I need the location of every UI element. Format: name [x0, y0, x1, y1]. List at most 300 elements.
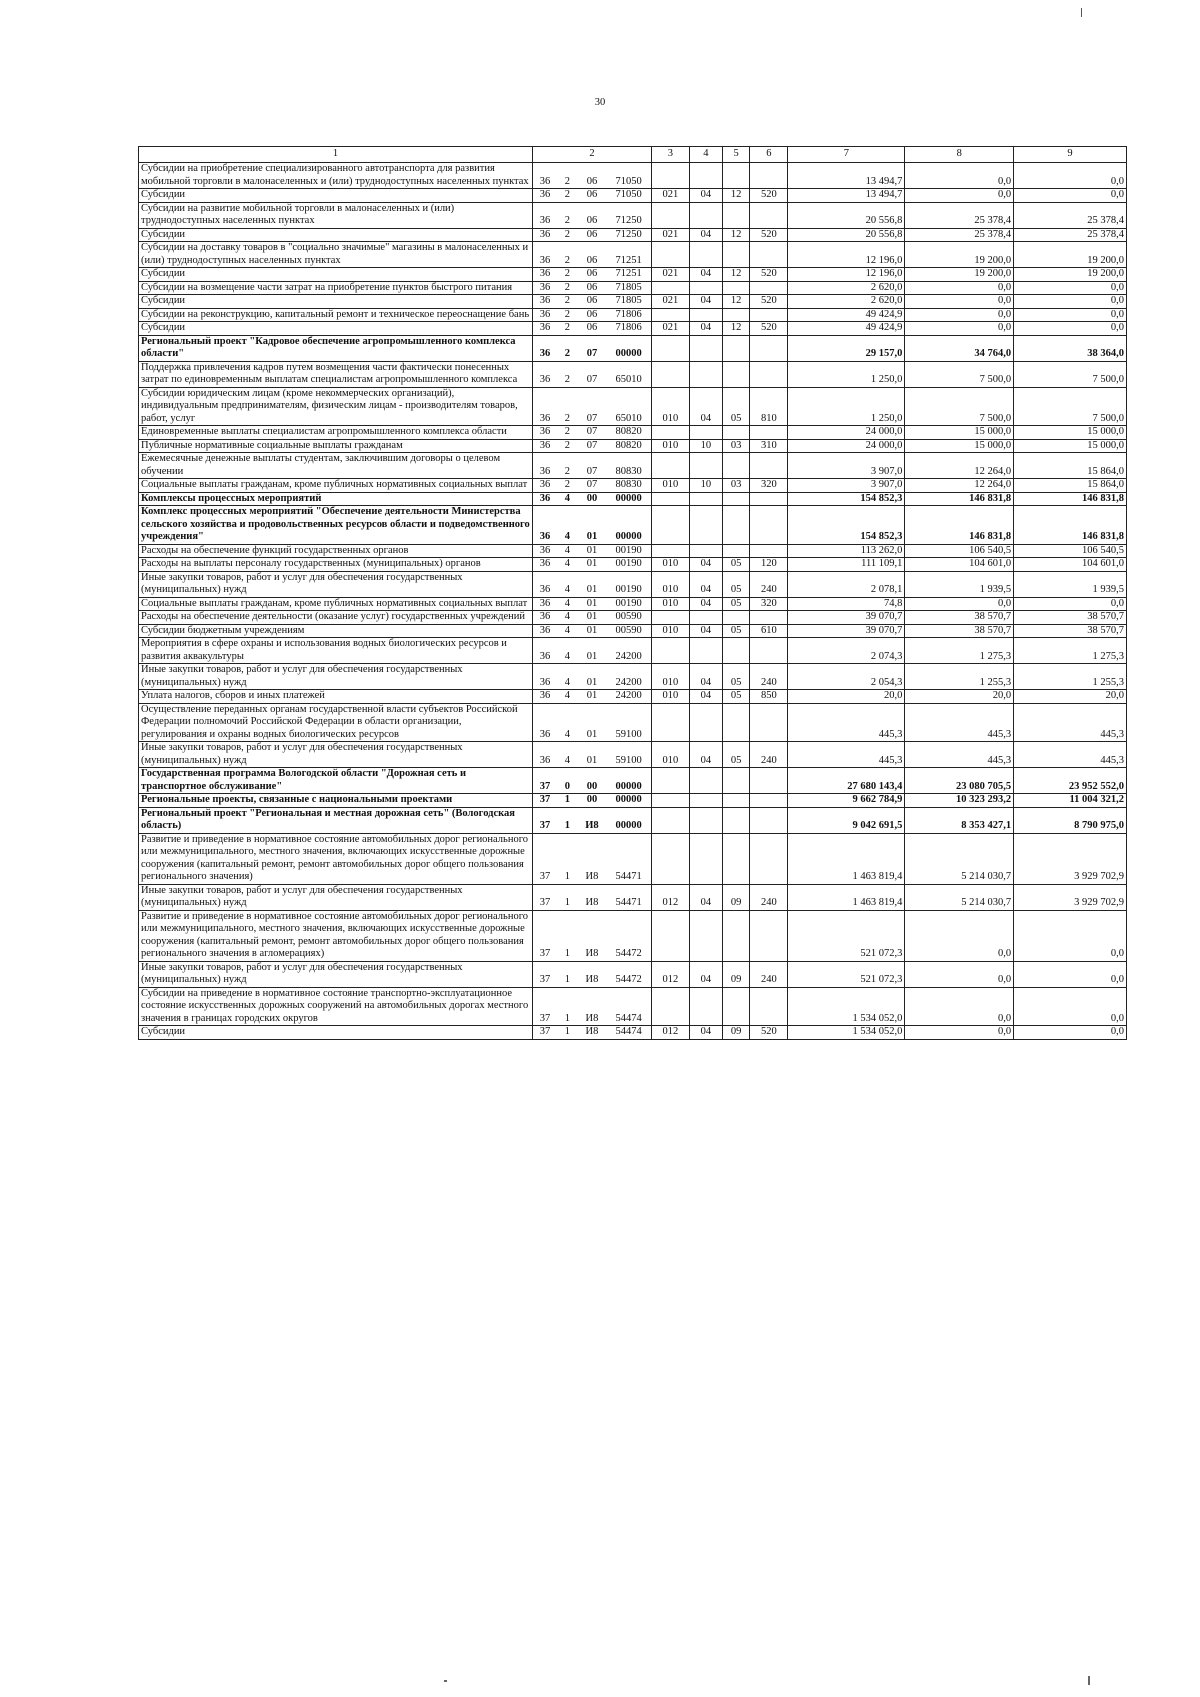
col-5-cell: 12: [722, 322, 750, 336]
col-3-cell: [651, 506, 689, 545]
col-4-cell: 04: [689, 664, 722, 690]
code-subprogram-cell: 4: [557, 664, 578, 690]
col-4-cell: [689, 506, 722, 545]
code-project-cell: 07: [578, 426, 607, 440]
code-project-cell: 06: [578, 189, 607, 203]
col-5-cell: 05: [722, 664, 750, 690]
code-subprogram-cell: 4: [557, 742, 578, 768]
code-program-cell: 37: [532, 768, 557, 794]
col-9-value-cell: 11 004 321,2: [1014, 794, 1127, 808]
col-5-cell: [722, 308, 750, 322]
col-9-value-cell: 0,0: [1014, 987, 1127, 1026]
col-6-cell: 520: [750, 295, 788, 309]
code-project-cell: 00: [578, 492, 607, 506]
col-8-value-cell: 1 275,3: [905, 638, 1014, 664]
code-direction-cell: 71805: [606, 295, 651, 309]
scan-edge-mark: [444, 1680, 447, 1682]
col-5-cell: [722, 703, 750, 742]
col-4-cell: [689, 703, 722, 742]
col-3-cell: 010: [651, 571, 689, 597]
col-4-cell: [689, 611, 722, 625]
code-direction-cell: 71251: [606, 242, 651, 268]
col-5-cell: [722, 202, 750, 228]
col-8-value-cell: 10 323 293,2: [905, 794, 1014, 808]
col-4-cell: 04: [689, 690, 722, 704]
table-row: [139, 742, 1127, 768]
code-program-cell: 36: [532, 611, 557, 625]
code-project-cell: 01: [578, 571, 607, 597]
budget-table: [138, 146, 1127, 1040]
code-subprogram-cell: 1: [557, 987, 578, 1026]
code-project-cell: 01: [578, 597, 607, 611]
table-row: [139, 335, 1127, 361]
code-subprogram-cell: 1: [557, 807, 578, 833]
col-7-value-cell: 13 494,7: [788, 189, 905, 203]
col-5-cell: [722, 611, 750, 625]
col-9-value-cell: 445,3: [1014, 742, 1127, 768]
code-project-cell: И8: [578, 807, 607, 833]
code-project-cell: 07: [578, 479, 607, 493]
col-8-value-cell: 12 264,0: [905, 479, 1014, 493]
col-6-cell: [750, 308, 788, 322]
col-7-value-cell: 1 534 052,0: [788, 1026, 905, 1040]
col-5-cell: 12: [722, 189, 750, 203]
col-3-cell: 010: [651, 558, 689, 572]
code-subprogram-cell: 2: [557, 335, 578, 361]
row-name-cell: Уплата налогов, сборов и иных платежей: [139, 690, 533, 704]
table-row: [139, 295, 1127, 309]
col-4-cell: 04: [689, 884, 722, 910]
col-6-cell: [750, 281, 788, 295]
code-subprogram-cell: 2: [557, 163, 578, 189]
col-3-cell: 021: [651, 322, 689, 336]
code-direction-cell: 00000: [606, 335, 651, 361]
col-4-cell: 04: [689, 189, 722, 203]
col-3-cell: [651, 242, 689, 268]
scan-edge-mark: [1088, 1676, 1090, 1685]
header-col-4: 4: [689, 147, 722, 163]
col-3-cell: [651, 544, 689, 558]
col-3-cell: [651, 202, 689, 228]
col-7-value-cell: 154 852,3: [788, 492, 905, 506]
code-project-cell: 06: [578, 242, 607, 268]
col-5-cell: 05: [722, 690, 750, 704]
code-direction-cell: 59100: [606, 742, 651, 768]
col-5-cell: [722, 638, 750, 664]
code-program-cell: 37: [532, 987, 557, 1026]
col-9-value-cell: 0,0: [1014, 295, 1127, 309]
code-subprogram-cell: 4: [557, 597, 578, 611]
col-7-value-cell: 20 556,8: [788, 202, 905, 228]
col-5-cell: 03: [722, 479, 750, 493]
table-row: [139, 322, 1127, 336]
code-program-cell: 36: [532, 664, 557, 690]
code-direction-cell: 80830: [606, 479, 651, 493]
col-7-value-cell: 3 907,0: [788, 479, 905, 493]
code-program-cell: 36: [532, 202, 557, 228]
code-program-cell: 36: [532, 281, 557, 295]
code-direction-cell: 71251: [606, 268, 651, 282]
col-3-cell: [651, 833, 689, 884]
col-5-cell: [722, 361, 750, 387]
col-8-value-cell: 23 080 705,5: [905, 768, 1014, 794]
col-8-value-cell: 1 255,3: [905, 664, 1014, 690]
col-5-cell: [722, 163, 750, 189]
table-row: [139, 189, 1127, 203]
table-row: [139, 571, 1127, 597]
code-project-cell: И8: [578, 910, 607, 961]
table-row: [139, 768, 1127, 794]
col-6-cell: [750, 638, 788, 664]
col-9-value-cell: 7 500,0: [1014, 387, 1127, 426]
col-7-value-cell: 24 000,0: [788, 439, 905, 453]
code-project-cell: 01: [578, 544, 607, 558]
col-9-value-cell: 7 500,0: [1014, 361, 1127, 387]
col-3-cell: 021: [651, 295, 689, 309]
col-5-cell: [722, 794, 750, 808]
col-8-value-cell: 19 200,0: [905, 268, 1014, 282]
col-4-cell: [689, 768, 722, 794]
col-6-cell: 240: [750, 571, 788, 597]
code-project-cell: 06: [578, 322, 607, 336]
col-9-value-cell: 25 378,4: [1014, 228, 1127, 242]
col-9-value-cell: 8 790 975,0: [1014, 807, 1127, 833]
col-5-cell: [722, 492, 750, 506]
code-program-cell: 36: [532, 335, 557, 361]
table-row: [139, 163, 1127, 189]
col-9-value-cell: 0,0: [1014, 281, 1127, 295]
code-project-cell: 06: [578, 268, 607, 282]
col-8-value-cell: 7 500,0: [905, 361, 1014, 387]
code-program-cell: 36: [532, 387, 557, 426]
col-8-value-cell: 5 214 030,7: [905, 884, 1014, 910]
code-subprogram-cell: 4: [557, 611, 578, 625]
code-project-cell: И8: [578, 884, 607, 910]
code-project-cell: И8: [578, 961, 607, 987]
row-name-cell: Расходы на обеспечение деятельности (оказание услуг) государственных учреждений: [139, 611, 533, 625]
col-4-cell: 04: [689, 295, 722, 309]
col-8-value-cell: 0,0: [905, 281, 1014, 295]
col-3-cell: [651, 910, 689, 961]
col-7-value-cell: 2 620,0: [788, 281, 905, 295]
code-project-cell: 07: [578, 387, 607, 426]
col-8-value-cell: 0,0: [905, 987, 1014, 1026]
row-name-cell: Субсидии: [139, 295, 533, 309]
code-project-cell: 00: [578, 768, 607, 794]
row-name-cell: Региональный проект "Кадровое обеспечение агропромышленного комплекса области": [139, 335, 533, 361]
col-3-cell: [651, 492, 689, 506]
table-row: [139, 690, 1127, 704]
code-project-cell: 06: [578, 202, 607, 228]
col-8-value-cell: 5 214 030,7: [905, 833, 1014, 884]
col-4-cell: [689, 638, 722, 664]
col-7-value-cell: 521 072,3: [788, 910, 905, 961]
row-name-cell: Расходы на обеспечение функций государственных органов: [139, 544, 533, 558]
code-project-cell: 01: [578, 558, 607, 572]
col-3-cell: 010: [651, 387, 689, 426]
col-3-cell: [651, 638, 689, 664]
col-8-value-cell: 146 831,8: [905, 492, 1014, 506]
col-6-cell: 320: [750, 597, 788, 611]
col-5-cell: 05: [722, 624, 750, 638]
code-direction-cell: 65010: [606, 361, 651, 387]
code-program-cell: 36: [532, 268, 557, 282]
col-4-cell: 10: [689, 479, 722, 493]
row-name-cell: Развитие и приведение в нормативное состояние автомобильных дорог регионального или межмуниципального, местного значения, включающих искусственные дорожные сооружения (капитальный ремонт, ремонт автомобильных дорог общего пользования регионального значения): [139, 833, 533, 884]
col-4-cell: 04: [689, 322, 722, 336]
code-subprogram-cell: 2: [557, 295, 578, 309]
row-name-cell: Субсидии: [139, 1026, 533, 1040]
code-direction-cell: 00590: [606, 624, 651, 638]
code-project-cell: 01: [578, 506, 607, 545]
row-name-cell: Субсидии на развитие мобильной торговли в малонаселенных и (или) труднодоступных населенных пунктах: [139, 202, 533, 228]
header-col-3: 3: [651, 147, 689, 163]
table-row: [139, 544, 1127, 558]
col-5-cell: 03: [722, 439, 750, 453]
header-col-1: 1: [139, 147, 533, 163]
row-name-cell: Комплексы процессных мероприятий: [139, 492, 533, 506]
col-8-value-cell: 0,0: [905, 597, 1014, 611]
col-5-cell: 12: [722, 268, 750, 282]
table-row: [139, 361, 1127, 387]
code-subprogram-cell: 4: [557, 624, 578, 638]
code-direction-cell: 00000: [606, 794, 651, 808]
header-col-2: 2: [532, 147, 651, 163]
col-7-value-cell: 521 072,3: [788, 961, 905, 987]
row-name-cell: Субсидии юридическим лицам (кроме некоммерческих организаций), индивидуальным предпринимателям, физическим лицам - производителям товаров, работ, услуг: [139, 387, 533, 426]
code-subprogram-cell: 2: [557, 202, 578, 228]
col-6-cell: 310: [750, 439, 788, 453]
code-direction-cell: 00190: [606, 544, 651, 558]
col-9-value-cell: 0,0: [1014, 308, 1127, 322]
col-5-cell: 09: [722, 1026, 750, 1040]
col-6-cell: [750, 492, 788, 506]
col-8-value-cell: 38 570,7: [905, 624, 1014, 638]
col-6-cell: [750, 703, 788, 742]
row-name-cell: Субсидии на возмещение части затрат на приобретение пунктов быстрого питания: [139, 281, 533, 295]
code-subprogram-cell: 2: [557, 322, 578, 336]
col-6-cell: [750, 361, 788, 387]
code-direction-cell: 80830: [606, 453, 651, 479]
header-col-8: 8: [905, 147, 1014, 163]
col-8-value-cell: 0,0: [905, 910, 1014, 961]
col-4-cell: [689, 335, 722, 361]
col-9-value-cell: 20,0: [1014, 690, 1127, 704]
col-5-cell: [722, 242, 750, 268]
code-program-cell: 36: [532, 492, 557, 506]
col-7-value-cell: 20,0: [788, 690, 905, 704]
table-row: [139, 558, 1127, 572]
col-3-cell: 010: [651, 479, 689, 493]
code-project-cell: 01: [578, 611, 607, 625]
code-subprogram-cell: 4: [557, 703, 578, 742]
col-7-value-cell: 2 074,3: [788, 638, 905, 664]
code-subprogram-cell: 2: [557, 228, 578, 242]
col-3-cell: 010: [651, 742, 689, 768]
code-project-cell: 00: [578, 794, 607, 808]
col-3-cell: [651, 335, 689, 361]
table-row: [139, 833, 1127, 884]
col-6-cell: 240: [750, 664, 788, 690]
col-6-cell: [750, 335, 788, 361]
col-4-cell: 04: [689, 268, 722, 282]
row-name-cell: Развитие и приведение в нормативное состояние автомобильных дорог регионального или межмуниципального, местного значения, включающих искусственные дорожные сооружения (капитальный ремонт, ремонт автомобильных дорог общего пользования регионального значения в агломерациях): [139, 910, 533, 961]
col-6-cell: [750, 242, 788, 268]
col-5-cell: [722, 768, 750, 794]
code-program-cell: 37: [532, 807, 557, 833]
code-project-cell: 01: [578, 742, 607, 768]
code-direction-cell: 00190: [606, 558, 651, 572]
code-program-cell: 36: [532, 506, 557, 545]
col-8-value-cell: 0,0: [905, 308, 1014, 322]
col-8-value-cell: 104 601,0: [905, 558, 1014, 572]
code-project-cell: 07: [578, 361, 607, 387]
code-program-cell: 36: [532, 322, 557, 336]
col-9-value-cell: 0,0: [1014, 961, 1127, 987]
code-direction-cell: 65010: [606, 387, 651, 426]
col-5-cell: [722, 910, 750, 961]
code-project-cell: 06: [578, 295, 607, 309]
table-row: [139, 961, 1127, 987]
col-9-value-cell: 38 364,0: [1014, 335, 1127, 361]
col-7-value-cell: 1 463 819,4: [788, 833, 905, 884]
code-program-cell: 36: [532, 426, 557, 440]
col-3-cell: 021: [651, 189, 689, 203]
col-7-value-cell: 9 662 784,9: [788, 794, 905, 808]
code-direction-cell: 71050: [606, 189, 651, 203]
col-7-value-cell: 1 250,0: [788, 387, 905, 426]
code-direction-cell: 80820: [606, 439, 651, 453]
col-6-cell: 520: [750, 189, 788, 203]
code-project-cell: 07: [578, 335, 607, 361]
col-8-value-cell: 0,0: [905, 189, 1014, 203]
table-row: [139, 611, 1127, 625]
code-direction-cell: 71806: [606, 308, 651, 322]
col-8-value-cell: 25 378,4: [905, 202, 1014, 228]
col-4-cell: 04: [689, 1026, 722, 1040]
col-7-value-cell: 49 424,9: [788, 322, 905, 336]
code-direction-cell: 59100: [606, 703, 651, 742]
header-col-9: 9: [1014, 147, 1127, 163]
col-5-cell: 05: [722, 558, 750, 572]
table-row: [139, 268, 1127, 282]
col-4-cell: [689, 242, 722, 268]
col-5-cell: [722, 833, 750, 884]
col-6-cell: 320: [750, 479, 788, 493]
code-subprogram-cell: 2: [557, 439, 578, 453]
col-4-cell: [689, 910, 722, 961]
code-subprogram-cell: 2: [557, 426, 578, 440]
col-9-value-cell: 3 929 702,9: [1014, 884, 1127, 910]
col-8-value-cell: 20,0: [905, 690, 1014, 704]
col-3-cell: 012: [651, 884, 689, 910]
code-project-cell: 06: [578, 163, 607, 189]
code-project-cell: 01: [578, 690, 607, 704]
code-subprogram-cell: 2: [557, 479, 578, 493]
code-program-cell: 36: [532, 453, 557, 479]
code-program-cell: 37: [532, 833, 557, 884]
col-9-value-cell: 146 831,8: [1014, 492, 1127, 506]
code-direction-cell: 54471: [606, 833, 651, 884]
row-name-cell: Иные закупки товаров, работ и услуг для обеспечения государственных (муниципальных) нужд: [139, 571, 533, 597]
col-4-cell: [689, 202, 722, 228]
code-program-cell: 36: [532, 479, 557, 493]
col-3-cell: [651, 163, 689, 189]
table-row: [139, 664, 1127, 690]
col-6-cell: [750, 506, 788, 545]
code-program-cell: 36: [532, 242, 557, 268]
col-9-value-cell: 0,0: [1014, 597, 1127, 611]
col-3-cell: 012: [651, 1026, 689, 1040]
col-9-value-cell: 15 000,0: [1014, 439, 1127, 453]
code-project-cell: 01: [578, 638, 607, 664]
col-3-cell: [651, 361, 689, 387]
col-5-cell: [722, 506, 750, 545]
code-subprogram-cell: 1: [557, 910, 578, 961]
code-direction-cell: 00000: [606, 492, 651, 506]
col-9-value-cell: 0,0: [1014, 910, 1127, 961]
table-row: [139, 506, 1127, 545]
col-4-cell: [689, 807, 722, 833]
code-subprogram-cell: 2: [557, 268, 578, 282]
col-7-value-cell: 39 070,7: [788, 624, 905, 638]
code-subprogram-cell: 4: [557, 506, 578, 545]
row-name-cell: Иные закупки товаров, работ и услуг для обеспечения государственных (муниципальных) нужд: [139, 742, 533, 768]
col-7-value-cell: 74,8: [788, 597, 905, 611]
code-program-cell: 36: [532, 361, 557, 387]
code-project-cell: 06: [578, 281, 607, 295]
col-7-value-cell: 12 196,0: [788, 242, 905, 268]
code-direction-cell: 54472: [606, 961, 651, 987]
col-6-cell: 520: [750, 268, 788, 282]
col-3-cell: 010: [651, 439, 689, 453]
col-8-value-cell: 38 570,7: [905, 611, 1014, 625]
row-name-cell: Субсидии: [139, 228, 533, 242]
table-row: [139, 453, 1127, 479]
col-6-cell: [750, 987, 788, 1026]
col-3-cell: [651, 426, 689, 440]
col-9-value-cell: 25 378,4: [1014, 202, 1127, 228]
col-4-cell: 04: [689, 742, 722, 768]
col-6-cell: 240: [750, 884, 788, 910]
col-4-cell: 04: [689, 228, 722, 242]
col-5-cell: 09: [722, 884, 750, 910]
code-program-cell: 36: [532, 163, 557, 189]
col-7-value-cell: 13 494,7: [788, 163, 905, 189]
col-7-value-cell: 3 907,0: [788, 453, 905, 479]
table-row: [139, 624, 1127, 638]
col-8-value-cell: 12 264,0: [905, 453, 1014, 479]
col-5-cell: 05: [722, 571, 750, 597]
col-8-value-cell: 445,3: [905, 742, 1014, 768]
code-direction-cell: 00590: [606, 611, 651, 625]
col-5-cell: [722, 544, 750, 558]
col-4-cell: [689, 281, 722, 295]
header-col-7: 7: [788, 147, 905, 163]
row-name-cell: Региональные проекты, связанные с национальными проектами: [139, 794, 533, 808]
col-8-value-cell: 15 000,0: [905, 439, 1014, 453]
table-row: [139, 638, 1127, 664]
col-4-cell: 04: [689, 961, 722, 987]
code-direction-cell: 54474: [606, 1026, 651, 1040]
code-program-cell: 36: [532, 690, 557, 704]
code-direction-cell: 71250: [606, 228, 651, 242]
col-7-value-cell: 154 852,3: [788, 506, 905, 545]
col-8-value-cell: 0,0: [905, 322, 1014, 336]
row-name-cell: Расходы на выплаты персоналу государственных (муниципальных) органов: [139, 558, 533, 572]
code-program-cell: 36: [532, 597, 557, 611]
code-direction-cell: 00000: [606, 506, 651, 545]
